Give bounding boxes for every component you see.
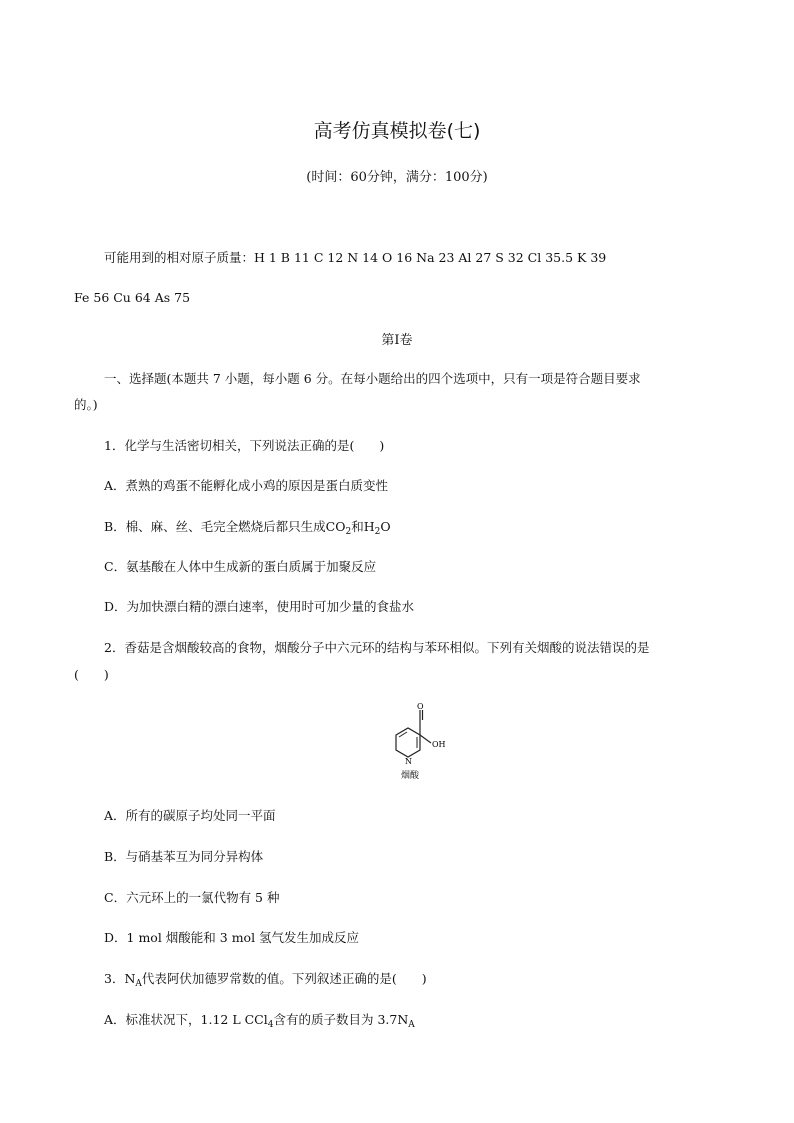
q3-stem-subscript: A [135, 979, 142, 989]
q2-option-a: A．所有的碳原子均处同一平面 [104, 808, 276, 823]
figure-caption: 烟酸 [401, 771, 420, 781]
q1-option-b-text-mid: 和H [351, 519, 375, 534]
oxygen-label: O [417, 702, 424, 711]
q3-option-a [104, 1011, 415, 1034]
q2-option-d: D．1 mol 烟酸能和 3 mol 氢气发生加成反应 [104, 930, 360, 945]
q1-option-b-text: B．棉、麻、丝、毛完全燃烧后都只生成CO [104, 519, 346, 534]
page-title: 高考仿真模拟卷(七) [313, 120, 481, 142]
q1-option-b-text-end: O [380, 519, 391, 534]
section-instructions-line-1: 一、选择题(本题共 7 小题，每小题 6 分。在每小题给出的四个选项中，只有一项是符合题目要求 [104, 371, 641, 386]
nicotinic-acid-structure [376, 700, 466, 790]
q1-option-b-subscript: 2 [345, 527, 352, 537]
atomic-mass-line-2: Fe 56 Cu 64 As 75 [74, 290, 191, 305]
q3-stem-text: 3．N [104, 971, 136, 986]
q3-option-a-subscript: 4 [267, 1020, 274, 1030]
q1-option-b-subscript-2: 2 [374, 527, 381, 537]
section-label: 第Ⅰ卷 [381, 333, 413, 348]
q1-stem: 1．化学与生活密切相关，下列说法正确的是( ) [104, 438, 385, 453]
q3-stem [104, 970, 427, 993]
q2-option-b: B．与硝基苯互为同分异构体 [104, 849, 264, 864]
q1-option-a: A．煮熟的鸡蛋不能孵化成小鸡的原因是蛋白质变性 [104, 478, 389, 493]
nitrogen-label: N [405, 757, 412, 766]
pyridine-ring [396, 728, 420, 757]
q3-option-a-text: A．标准状况下，1.12 L CCl [104, 1012, 268, 1027]
q2-option-c: C．六元环上的一氯代物有 5 种 [104, 890, 280, 905]
q2-stem-line-2: ( ) [74, 667, 109, 682]
q2-stem-line-1: 2．香菇是含烟酸较高的食物，烟酸分子中六元环的结构与苯环相似。下列有关烟酸的说法错误的是 [104, 640, 650, 655]
atomic-mass-line-1: 可能用到的相对原子质量：H 1 B 11 C 12 N 14 O 16 Na 23 Al 27 S 32 Cl 35.5 K 39 [104, 250, 607, 265]
q1-option-b [104, 518, 391, 541]
q1-option-d: D．为加快漂白精的漂白速率，使用时可加少量的食盐水 [104, 599, 415, 614]
hydroxyl-bond [420, 735, 431, 743]
q1-option-c: C．氨基酸在人体中生成新的蛋白质属于加聚反应 [104, 559, 377, 574]
section-instructions-line-2: 的。) [74, 397, 98, 412]
q3-option-a-subscript-2: A [408, 1020, 415, 1030]
hydroxyl-label: OH [432, 740, 446, 749]
exam-time-info: (时间：60分钟，满分：100分) [306, 170, 488, 185]
q3-option-a-text-mid: 含有的质子数目为 3.7N [273, 1012, 409, 1027]
q3-stem-text-end: 代表阿伏加德罗常数的值。下列叙述正确的是( ) [141, 971, 427, 986]
